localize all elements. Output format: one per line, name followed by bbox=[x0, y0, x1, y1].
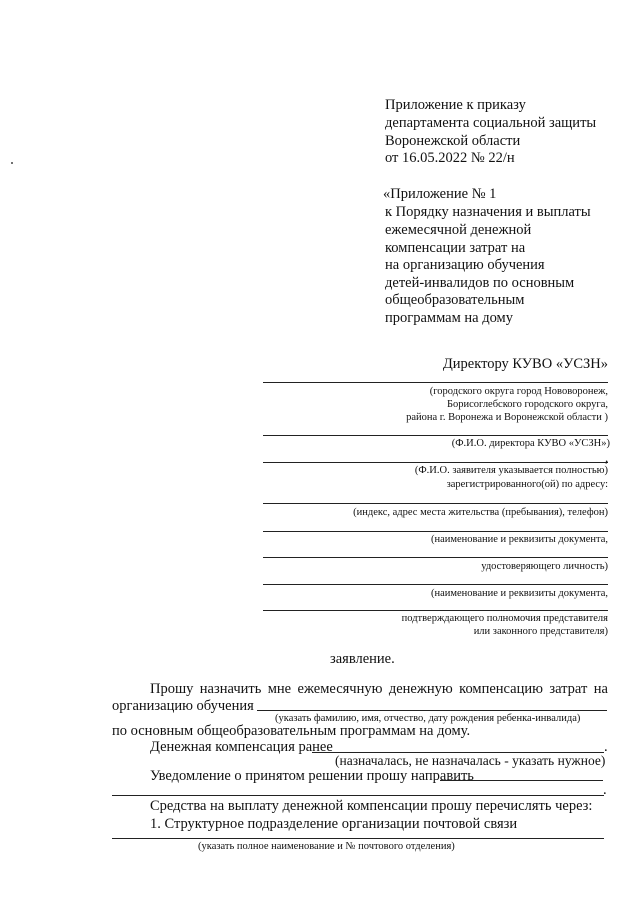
identity-doc-line-2 bbox=[263, 557, 608, 558]
request-word-3: мне bbox=[267, 681, 292, 697]
post-office-note: (указать полное наименование и № почтового отделения) bbox=[198, 841, 455, 852]
district-note-1: (городского округа город Нововоронеж, bbox=[429, 386, 608, 397]
request-word-7: затрат bbox=[549, 681, 588, 697]
appendix-line-3: ежемесячной денежной bbox=[385, 222, 532, 238]
registered-label: зарегистрированного(ой) по адресу: bbox=[446, 479, 608, 490]
appendix-line-2: к Порядку назначения и выплаты bbox=[385, 204, 591, 220]
director-line bbox=[263, 435, 608, 436]
header-line-2: департамента социальной защиты bbox=[385, 115, 597, 131]
previous-note: (назначалась, не назначалась - указать нужное) bbox=[335, 753, 606, 768]
appendix-line-7: общеобразовательным bbox=[385, 292, 525, 308]
identity-doc-note-2: удостоверяющего личность) bbox=[481, 561, 608, 572]
appendix-line-1: «Приложение № 1 bbox=[383, 186, 497, 202]
district-note-2: Борисоглебского городского округа, bbox=[446, 399, 608, 410]
child-name-line bbox=[257, 710, 607, 711]
addressee-title: Директору КУВО «УСЗН» bbox=[442, 356, 608, 372]
authority-doc-line-2 bbox=[263, 610, 608, 611]
appendix-line-4: компенсации затрат на bbox=[385, 240, 526, 256]
request-end: по основным общеобразовательным программам на дому. bbox=[112, 723, 471, 739]
request-word-1: Прошу bbox=[150, 681, 194, 697]
appendix-line-6: детей-инвалидов по основным bbox=[385, 275, 575, 291]
identity-doc-note-1: (наименование и реквизиты документа, bbox=[430, 534, 608, 545]
identity-doc-line bbox=[263, 531, 608, 532]
authority-doc-note-2: подтверждающего полномочия представителя bbox=[401, 613, 608, 624]
child-note: (указать фамилию, имя, отчество, дату рождения ребенка-инвалида) bbox=[275, 713, 581, 724]
applicant-line bbox=[263, 462, 608, 463]
notify-period: . bbox=[603, 782, 607, 798]
request-word-2: назначить bbox=[199, 681, 262, 697]
applicant-comma: , bbox=[605, 450, 609, 465]
address-note: (индекс, адрес места жительства (пребывания), телефон) bbox=[353, 507, 608, 518]
payment-option-1: 1. Структурное подразделение организации почтовой связи bbox=[150, 816, 518, 832]
notify-label: Уведомление о принятом решении прошу направить bbox=[150, 768, 474, 784]
request-continuation: организацию обучения bbox=[112, 698, 254, 714]
applicant-note: (Ф.И.О. заявителя указывается полностью) bbox=[414, 465, 608, 476]
header-line-4: от 16.05.2022 № 22/н bbox=[385, 150, 515, 166]
notify-line bbox=[440, 780, 603, 781]
district-note-3: района г. Воронежа и Воронежской области ) bbox=[406, 412, 608, 423]
request-word-5: денежную bbox=[388, 681, 453, 697]
appendix-line-5: на организацию обучения bbox=[385, 257, 545, 273]
authority-doc-note-3: или законного представителя) bbox=[473, 626, 608, 637]
authority-doc-line bbox=[263, 584, 608, 585]
post-office-line bbox=[112, 838, 604, 839]
previous-period: . bbox=[604, 739, 608, 755]
previous-compensation-label: Денежная компенсация ранее bbox=[150, 739, 333, 755]
authority-doc-note-1: (наименование и реквизиты документа, bbox=[430, 588, 608, 599]
scan-speck bbox=[11, 162, 13, 164]
district-line bbox=[263, 382, 608, 383]
appendix-line-8: программам на дому bbox=[385, 310, 513, 326]
header-line-3: Воронежской области bbox=[385, 133, 521, 149]
statement-title: заявление. bbox=[330, 651, 395, 667]
header-line-1: Приложение к приказу bbox=[385, 97, 526, 113]
request-word-8: на bbox=[593, 681, 608, 697]
request-word-4: ежемесячную bbox=[297, 681, 383, 697]
funds-label: Средства на выплату денежной компенсации прошу перечислять через: bbox=[150, 798, 593, 814]
address-line bbox=[263, 503, 608, 504]
request-word-6: компенсацию bbox=[459, 681, 543, 697]
director-note: (Ф.И.О. директора КУВО «УСЗН») bbox=[451, 438, 610, 449]
notify-line-2 bbox=[112, 795, 604, 796]
